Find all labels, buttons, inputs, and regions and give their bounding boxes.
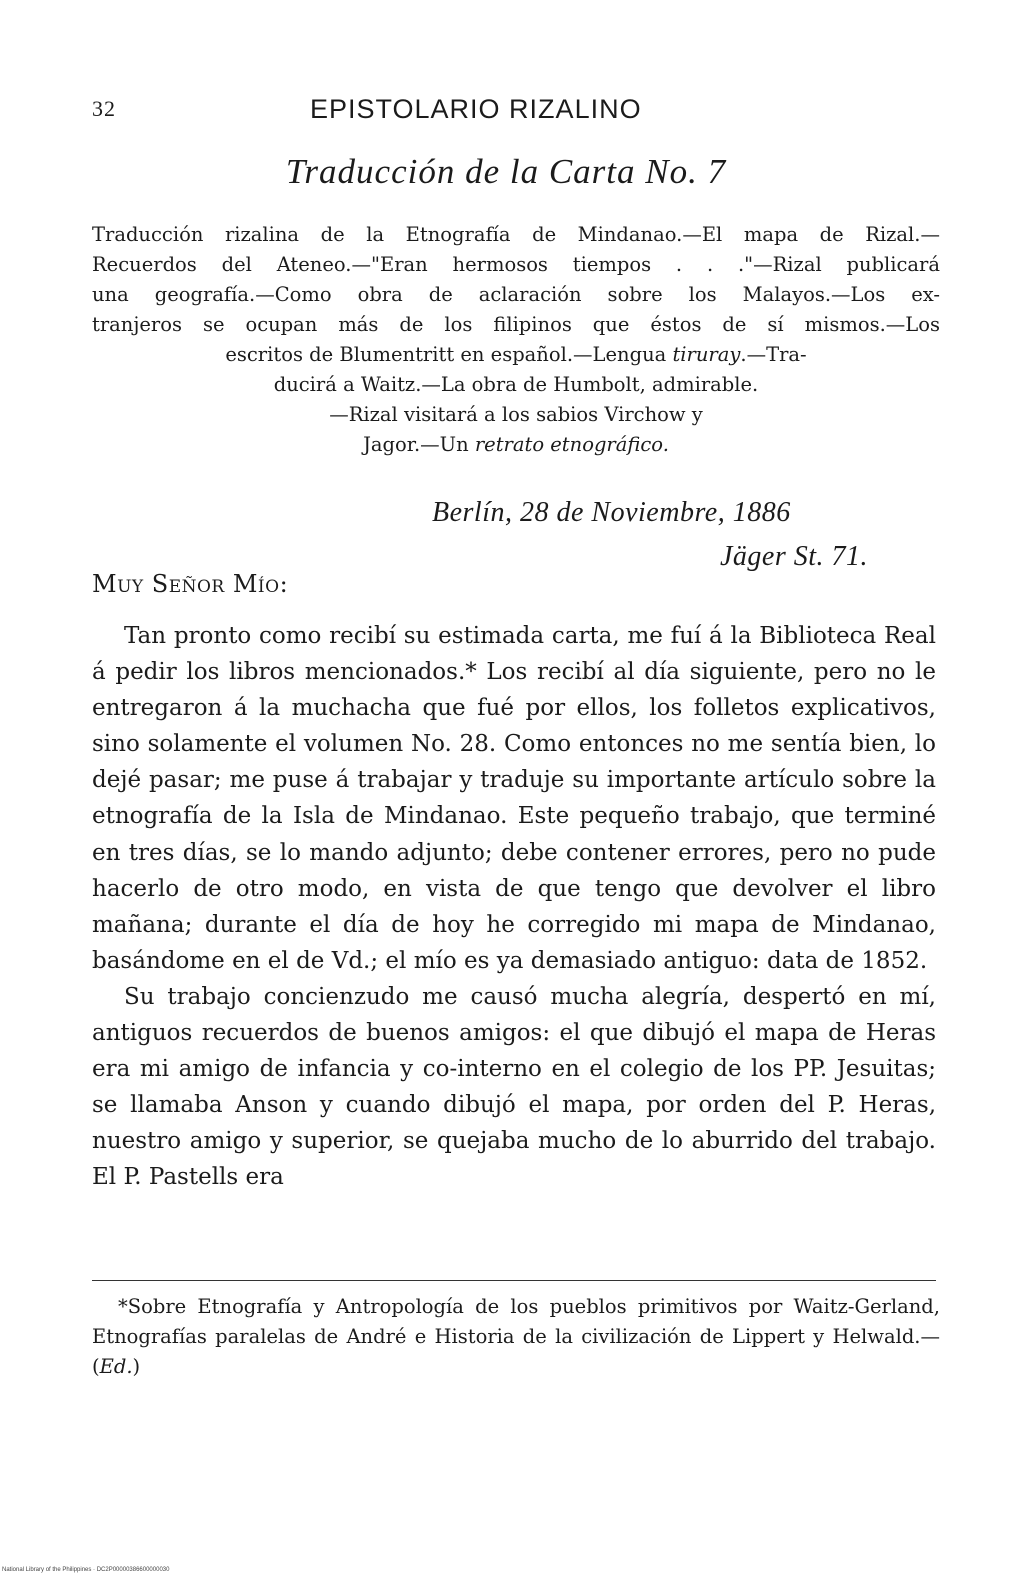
- page-number: 32: [92, 96, 116, 121]
- section-title: Traducción de la Carta No. 7: [285, 152, 727, 191]
- summary-line: [92, 340, 940, 370]
- summary-text: escritos de Blumentritt en español.—Lengua: [225, 343, 673, 366]
- letter-body: [92, 618, 936, 1196]
- footnote: [92, 1292, 940, 1382]
- summary-line: una geografía.—Como obra de aclaración sobre los Malayos.—Los ex-: [92, 283, 940, 306]
- summary-line: [92, 430, 940, 460]
- scan-imprint: National Library of the Philippines · DC2P00000386600000030: [2, 1567, 170, 1573]
- summary-line: Traducción rizalina de la Etnografía de Mindanao.—El mapa de Rizal.—: [92, 223, 940, 246]
- summary-line: ducirá a Waitz.—La obra de Humbolt, admirable.: [273, 373, 759, 396]
- letter-paragraph: Su trabajo concienzudo me causó mucha alegría, despertó en mí, antiguos recuerdos de buenos amigos: el que dibujó el mapa de Heras era mi amigo de infancia y co-interno en el colegio de los PP. Jesuitas; se llamaba Anson y cuando dibujó el mapa, por orden del P. Heras, nuestro amigo y superior, se quejaba mucho de lo aburrido del trabajo. El P. Pastells era: [92, 983, 936, 1191]
- letter-paragraph: Tan pronto como recibí su estimada carta, me fuí á la Biblioteca Real á pedir los libros mencionados.* Los recibí al día siguiente, pero no le entregaron á la muchacha que fué por ellos, los folletos explicativos, sino solamente el volumen No. 28. Como entonces no me sentía bien, lo dejé pasar; me puse á trabajar y traduje su importante artículo sobre la etnografía de la Isla de Mindanao. Este pequeño trabajo, que terminé en tres días, se lo mando adjunto; debe contener errores, pero no pude hacerlo de otro modo, en vista de que tengo que devolver el libro mañana; durante el día de hoy he corregido mi mapa de Mindanao, basándome en el de Vd.; el mío es ya demasiado antiguo: data de 1852.: [92, 623, 936, 974]
- summary-line: Recuerdos del Ateneo.—"Eran hermosos tiempos . . ."—Rizal publicará: [92, 253, 940, 276]
- summary-italic: retrato etnográfico.: [474, 433, 669, 456]
- footnote-text: *Sobre Etnografía y Antropología de los pueblos primitivos por Waitz-Gerland, Etnografías paralelas de André e Historia de la civilización de Lippert y Helwald.—: [92, 1295, 940, 1348]
- footnote-editor-close: ): [132, 1355, 141, 1378]
- summary-line: —Rizal visitará a los sabios Virchow y: [329, 403, 703, 426]
- footnote-editor-open: (: [92, 1355, 100, 1378]
- summary-italic: tiruray: [672, 343, 741, 366]
- letter-salutation: Muy Señor Mío:: [92, 570, 289, 598]
- summary-line: tranjeros se ocupan más de los filipinos que éstos de sí mismos.—Los: [92, 313, 940, 336]
- summary-text: .—Tra-: [740, 343, 807, 366]
- footnote-editor-mark: Ed.: [99, 1355, 133, 1378]
- footnote-divider: [92, 1280, 936, 1281]
- page-header: [92, 96, 942, 136]
- letter-summary: [92, 220, 940, 460]
- letter-address: Jäger St. 71.: [720, 541, 869, 572]
- running-head: EPISTOLARIO RIZALINO: [310, 94, 642, 124]
- letter-dateline: Berlín, 28 de Noviembre, 1886: [432, 497, 791, 528]
- summary-text: Jagor.—Un: [363, 433, 475, 456]
